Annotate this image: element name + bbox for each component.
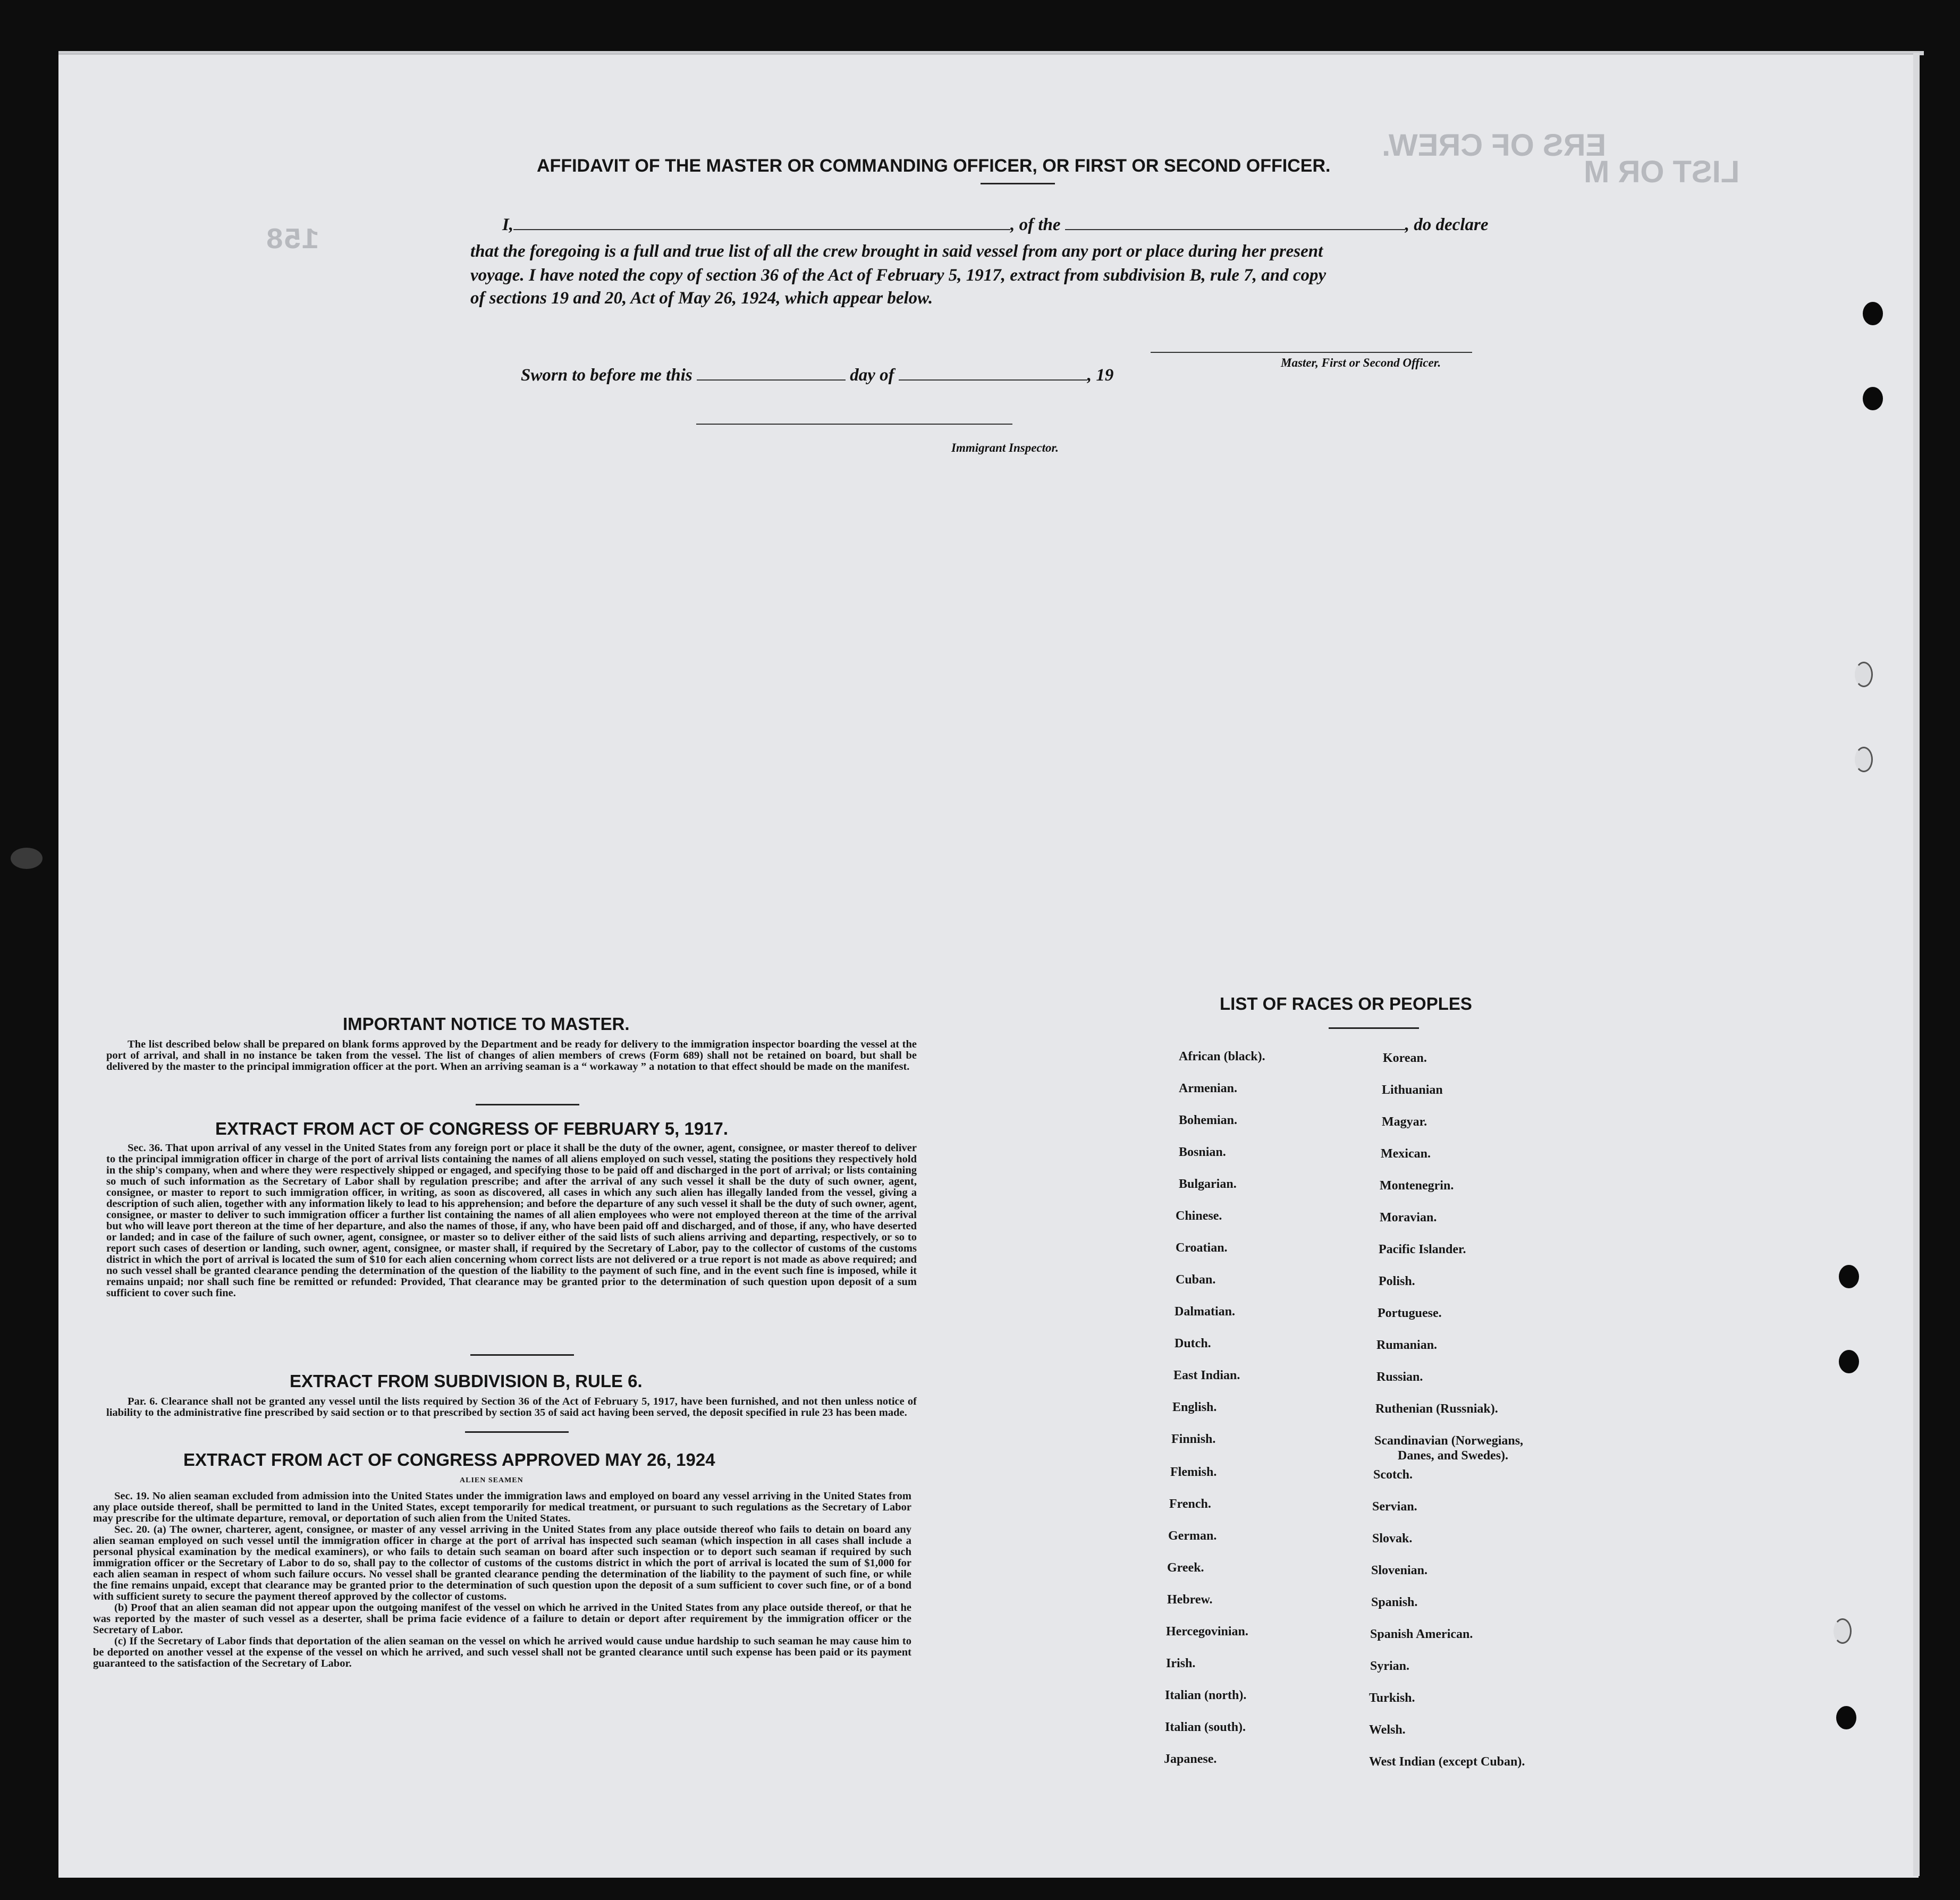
race-item: Polish. xyxy=(1379,1274,1415,1288)
affidavit-title-rule xyxy=(981,183,1055,184)
sworn-day-of-label: day of xyxy=(850,366,894,385)
race-item: African (black). xyxy=(1179,1050,1265,1063)
races-title: LIST OF RACES OR PEOPLES xyxy=(1220,994,1472,1014)
race-item: Moravian. xyxy=(1380,1211,1437,1225)
race-item: German. xyxy=(1168,1529,1217,1543)
affidavit-declare-label: , do declare xyxy=(1405,215,1489,234)
extract-1924-title: EXTRACT FROM ACT OF CONGRESS APPROVED MAY 26, 1924 xyxy=(183,1450,715,1470)
ghost-list-title: LIST OR M xyxy=(1584,155,1740,189)
race-item: Flemish. xyxy=(1170,1465,1217,1479)
race-item: Montenegrin. xyxy=(1380,1179,1454,1193)
affidavit-line-3: voyage. I have noted the copy of section 36 of the Act of February 5, 1917, extract from subdivision B, rule 7, and copy xyxy=(470,266,1327,285)
race-item: Slovenian. xyxy=(1371,1564,1428,1577)
race-item: Turkish. xyxy=(1369,1691,1415,1705)
master-signature-label: Master, First or Second Officer. xyxy=(1281,356,1441,369)
vessel-name-field[interactable] xyxy=(1065,229,1405,230)
race-item: Rumanian. xyxy=(1376,1338,1438,1352)
notice-divider xyxy=(476,1104,579,1105)
race-item: French. xyxy=(1169,1497,1211,1511)
race-item: West Indian (except Cuban). xyxy=(1369,1755,1525,1769)
race-item: Greek. xyxy=(1167,1561,1204,1575)
race-item: Welsh. xyxy=(1369,1723,1406,1737)
sec20a-paragraph: Sec. 20. (a) The owner, charterer, agent, consignee, or master of any vessel arriving in the United States from any place outside thereof who fails to detain on board any alien seaman employed on such vessel until the immigration officer in charge at the port of arrival has inspected such seaman (which inspection in all cases shall include a personal physical examination by the medical examiners), or who fails to detain such seaman on board after such inspection or to deport such seaman if required by such immigration officer or the Secretary of Labor to do so, shall pay to the collector of customs of the customs district in which the port of arrival is located the sum of $1,000 for each alien seaman in respect of whom such failure occurs. No vessel shall be granted clearance pending the determination of the liability to the payment of such fine, or while the fine remains unpaid, except that clearance may be granted prior to the determination of such question upon the deposit of a sum sufficient to cover such fine, or of a bond with sufficient surety to secure the payment thereof approved by the collector of customs. xyxy=(93,1524,911,1602)
sworn-day-field[interactable] xyxy=(697,379,846,381)
race-item: East Indian. xyxy=(1173,1369,1240,1382)
race-item: Scotch. xyxy=(1373,1468,1413,1482)
master-signature-line[interactable] xyxy=(1151,352,1472,353)
race-item: Pacific Islander. xyxy=(1379,1243,1466,1256)
punch-hole xyxy=(1836,1706,1856,1729)
race-item: Magyar. xyxy=(1382,1115,1427,1129)
race-item: Irish. xyxy=(1166,1657,1196,1670)
extract-1924-text xyxy=(93,1491,911,1669)
race-item: Ruthenian (Russniak). xyxy=(1375,1402,1498,1416)
race-item: English. xyxy=(1172,1400,1217,1414)
rule6-title: EXTRACT FROM SUBDIVISION B, RULE 6. xyxy=(290,1371,643,1391)
punch-hole xyxy=(1863,302,1883,325)
ghost-page-number: 158 xyxy=(266,223,319,257)
race-item: Slovak. xyxy=(1372,1532,1413,1546)
master-name-field[interactable] xyxy=(513,229,1010,230)
race-item: Dutch. xyxy=(1175,1337,1211,1350)
extract-1924-subtitle: ALIEN SEAMEN xyxy=(460,1476,523,1484)
race-item: Italian (south). xyxy=(1165,1720,1246,1734)
important-notice-paragraph: The list described below shall be prepared on blank forms approved by the Department and be ready for delivery to the immigration inspector boarding the vessel at the port of arrival, and shall in no instance be taken from the vessel. The list of changes of alien members of crews (Form 689) shall not be retained on board, but shall be delivered by the master to the principal immigration officer at the port. When an arriving seaman is a “ workaway ” a notation to that effect should be made on the manifest. xyxy=(106,1038,917,1073)
race-item: Servian. xyxy=(1372,1500,1417,1514)
extract-1917-divider xyxy=(470,1354,574,1356)
race-item-continuation: Danes, and Swedes). xyxy=(1398,1449,1509,1463)
race-item: Spanish American. xyxy=(1370,1627,1473,1641)
race-item: Russian. xyxy=(1376,1370,1423,1384)
punch-hole xyxy=(1839,1265,1859,1288)
affidavit-line-1 xyxy=(502,215,1488,235)
race-item: Italian (north). xyxy=(1165,1688,1247,1702)
punch-hole-outline xyxy=(1855,747,1873,772)
affidavit-title: AFFIDAVIT OF THE MASTER OR COMMANDING OFFICER, OR FIRST OR SECOND OFFICER. xyxy=(537,156,1331,176)
race-item: Chinese. xyxy=(1176,1209,1222,1223)
punch-hole-outline xyxy=(1855,662,1873,687)
sworn-year-label: , 19 xyxy=(1087,366,1114,385)
affidavit-line-2: that the foregoing is a full and true list of all the crew brought in said vessel from any port or place during her present xyxy=(470,242,1323,261)
punch-hole xyxy=(1839,1350,1859,1373)
race-item: Finnish. xyxy=(1171,1432,1216,1446)
race-item: Syrian. xyxy=(1370,1659,1410,1673)
race-item: Japanese. xyxy=(1164,1752,1217,1766)
punch-hole xyxy=(1863,387,1883,410)
paper-right-edge xyxy=(1913,53,1920,1876)
race-item: Bosnian. xyxy=(1179,1145,1226,1159)
sworn-prefix: Sworn to before me this xyxy=(521,366,692,385)
inspector-signature-label: Immigrant Inspector. xyxy=(951,441,1059,454)
race-item: Spanish. xyxy=(1371,1595,1418,1609)
extract-1917-title: EXTRACT FROM ACT OF CONGRESS OF FEBRUARY 5, 1917. xyxy=(215,1119,729,1138)
important-notice-title: IMPORTANT NOTICE TO MASTER. xyxy=(343,1014,630,1034)
sec20c-paragraph: (c) If the Secretary of Labor finds that deportation of the alien seaman on the vessel on which he arrived would cause undue hardship to such seaman he may cause him to be deported on another vessel at the expense of the vessel on which he arrived, and such vessel shall not be granted clearance until such expense has been paid or its payment guaranteed to the satisfaction of the Secretary of Labor. xyxy=(93,1635,911,1669)
extract-1917-paragraph: Sec. 36. That upon arrival of any vessel in the United States from any foreign port or place it shall be the duty of the owner, agent, consignee, or master thereof to deliver to the principal immigration officer in charge of the port of arrival lists containing the names of all aliens employed on such vessel, stating the positions they respectively hold in the ship's company, when and where they were respectively shipped or engaged, and specifying those to be paid off and discharged in the port of arrival; or lists containing so much of such information as the Secretary of Labor shall by regulation prescribe; and after the arrival of any such vessel it shall be the duty of such owner, agent, consignee, or master to report to such immigration officer, in writing, as soon as discovered, all cases in which any such alien has illegally landed from the vessel, giving a description of such alien, together with any information likely to lead to his apprehension; and before the departure of any such vessel it shall be the duty of such owner, agent, consignee, or master to deliver to such immigration officer a further list containing the names of all alien employees who were not employed thereon at the time of the arrival but who will leave port thereon at the time of her departure, and also the names of those, if any, who have been paid off and discharged, and of those, if any, who have deserted or landed; and in case of the failure of such owner, agent, consignee, or master so to deliver either of the said lists of such aliens arriving and departing, respectively, or so to report such cases of desertion or landing, such owner, agent, consignee, or master shall, if required by the Secretary of Labor, pay to the collector of customs of the customs district in which the port of arrival is located the sum of $10 for each alien concerning whom correct lists are not delivered or a true report is not made as above required; and no such vessel shall be granted clearance pending the determination of the question of the liability to the payment of such fine, and in the event such fine is imposed, while it remains unpaid; nor shall such fine be remitted or refunded: Provided, That clearance may be granted prior to the determination of such question upon deposit of a sum sufficient to cover such fine. xyxy=(106,1142,917,1299)
affidavit-i-label: I, xyxy=(502,215,514,234)
race-item: Cuban. xyxy=(1176,1273,1216,1287)
rule6-divider xyxy=(465,1431,569,1433)
rule6-paragraph: Par. 6. Clearance shall not be granted any vessel until the lists required by Section 36 of the Act of February 5, 1917, have been furnished, and not then unless notice of liability to the administrative fine prescribed by said section or to that prescribed by section 35 of said act having been served, the deposit specified in rule 23 has been made. xyxy=(106,1396,917,1418)
race-item: Korean. xyxy=(1383,1051,1427,1065)
sec19-paragraph: Sec. 19. No alien seaman excluded from admission into the United States under the immigration laws and employed on board any vessel arriving in the United States from any place outside thereof, shall be permitted to land in the United States, except temporarily for medical treatment, or pursuant to such regulations as the Secretary of Labor may prescribe for the ultimate departure, removal, or deportation of such alien from the United States. xyxy=(93,1490,911,1524)
race-item: Portuguese. xyxy=(1378,1306,1442,1320)
sworn-month-field[interactable] xyxy=(899,379,1087,381)
race-item: Bulgarian. xyxy=(1179,1177,1237,1191)
ghost-crew-title: ERS OF CREW. xyxy=(1382,128,1607,163)
affidavit-of-the-label: , of the xyxy=(1010,215,1061,234)
race-item: Hebrew. xyxy=(1167,1593,1213,1607)
stain-mark xyxy=(11,848,43,869)
race-item: Croatian. xyxy=(1176,1241,1228,1255)
race-item: Lithuanian xyxy=(1382,1083,1443,1097)
sec20b-paragraph: (b) Proof that an alien seaman did not appear upon the outgoing manifest of the vessel on which he arrived in the United States from any place outside thereof, or that he was reported by the master of such vessel as a deserter, shall be prima facie evidence of a failure to detain or deport after requirement by the immigration officer or the Secretary of Labor. xyxy=(93,1602,911,1636)
affidavit-line-4: of sections 19 and 20, Act of May 26, 1924, which appear below. xyxy=(470,289,933,308)
races-title-rule xyxy=(1329,1027,1419,1029)
extract-1917-text xyxy=(106,1143,917,1299)
race-item: Bohemian. xyxy=(1179,1113,1238,1127)
race-item: Scandinavian (Norwegians, xyxy=(1374,1434,1524,1448)
inspector-signature-line[interactable] xyxy=(696,424,1012,425)
rule6-text xyxy=(106,1396,917,1418)
race-item: Hercegovinian. xyxy=(1166,1625,1248,1639)
sworn-line xyxy=(521,366,1113,385)
race-item: Armenian. xyxy=(1179,1082,1237,1095)
race-item: Mexican. xyxy=(1381,1147,1431,1161)
punch-hole-outline xyxy=(1834,1618,1852,1644)
important-notice-text xyxy=(106,1039,917,1073)
race-item: Dalmatian. xyxy=(1175,1305,1235,1319)
